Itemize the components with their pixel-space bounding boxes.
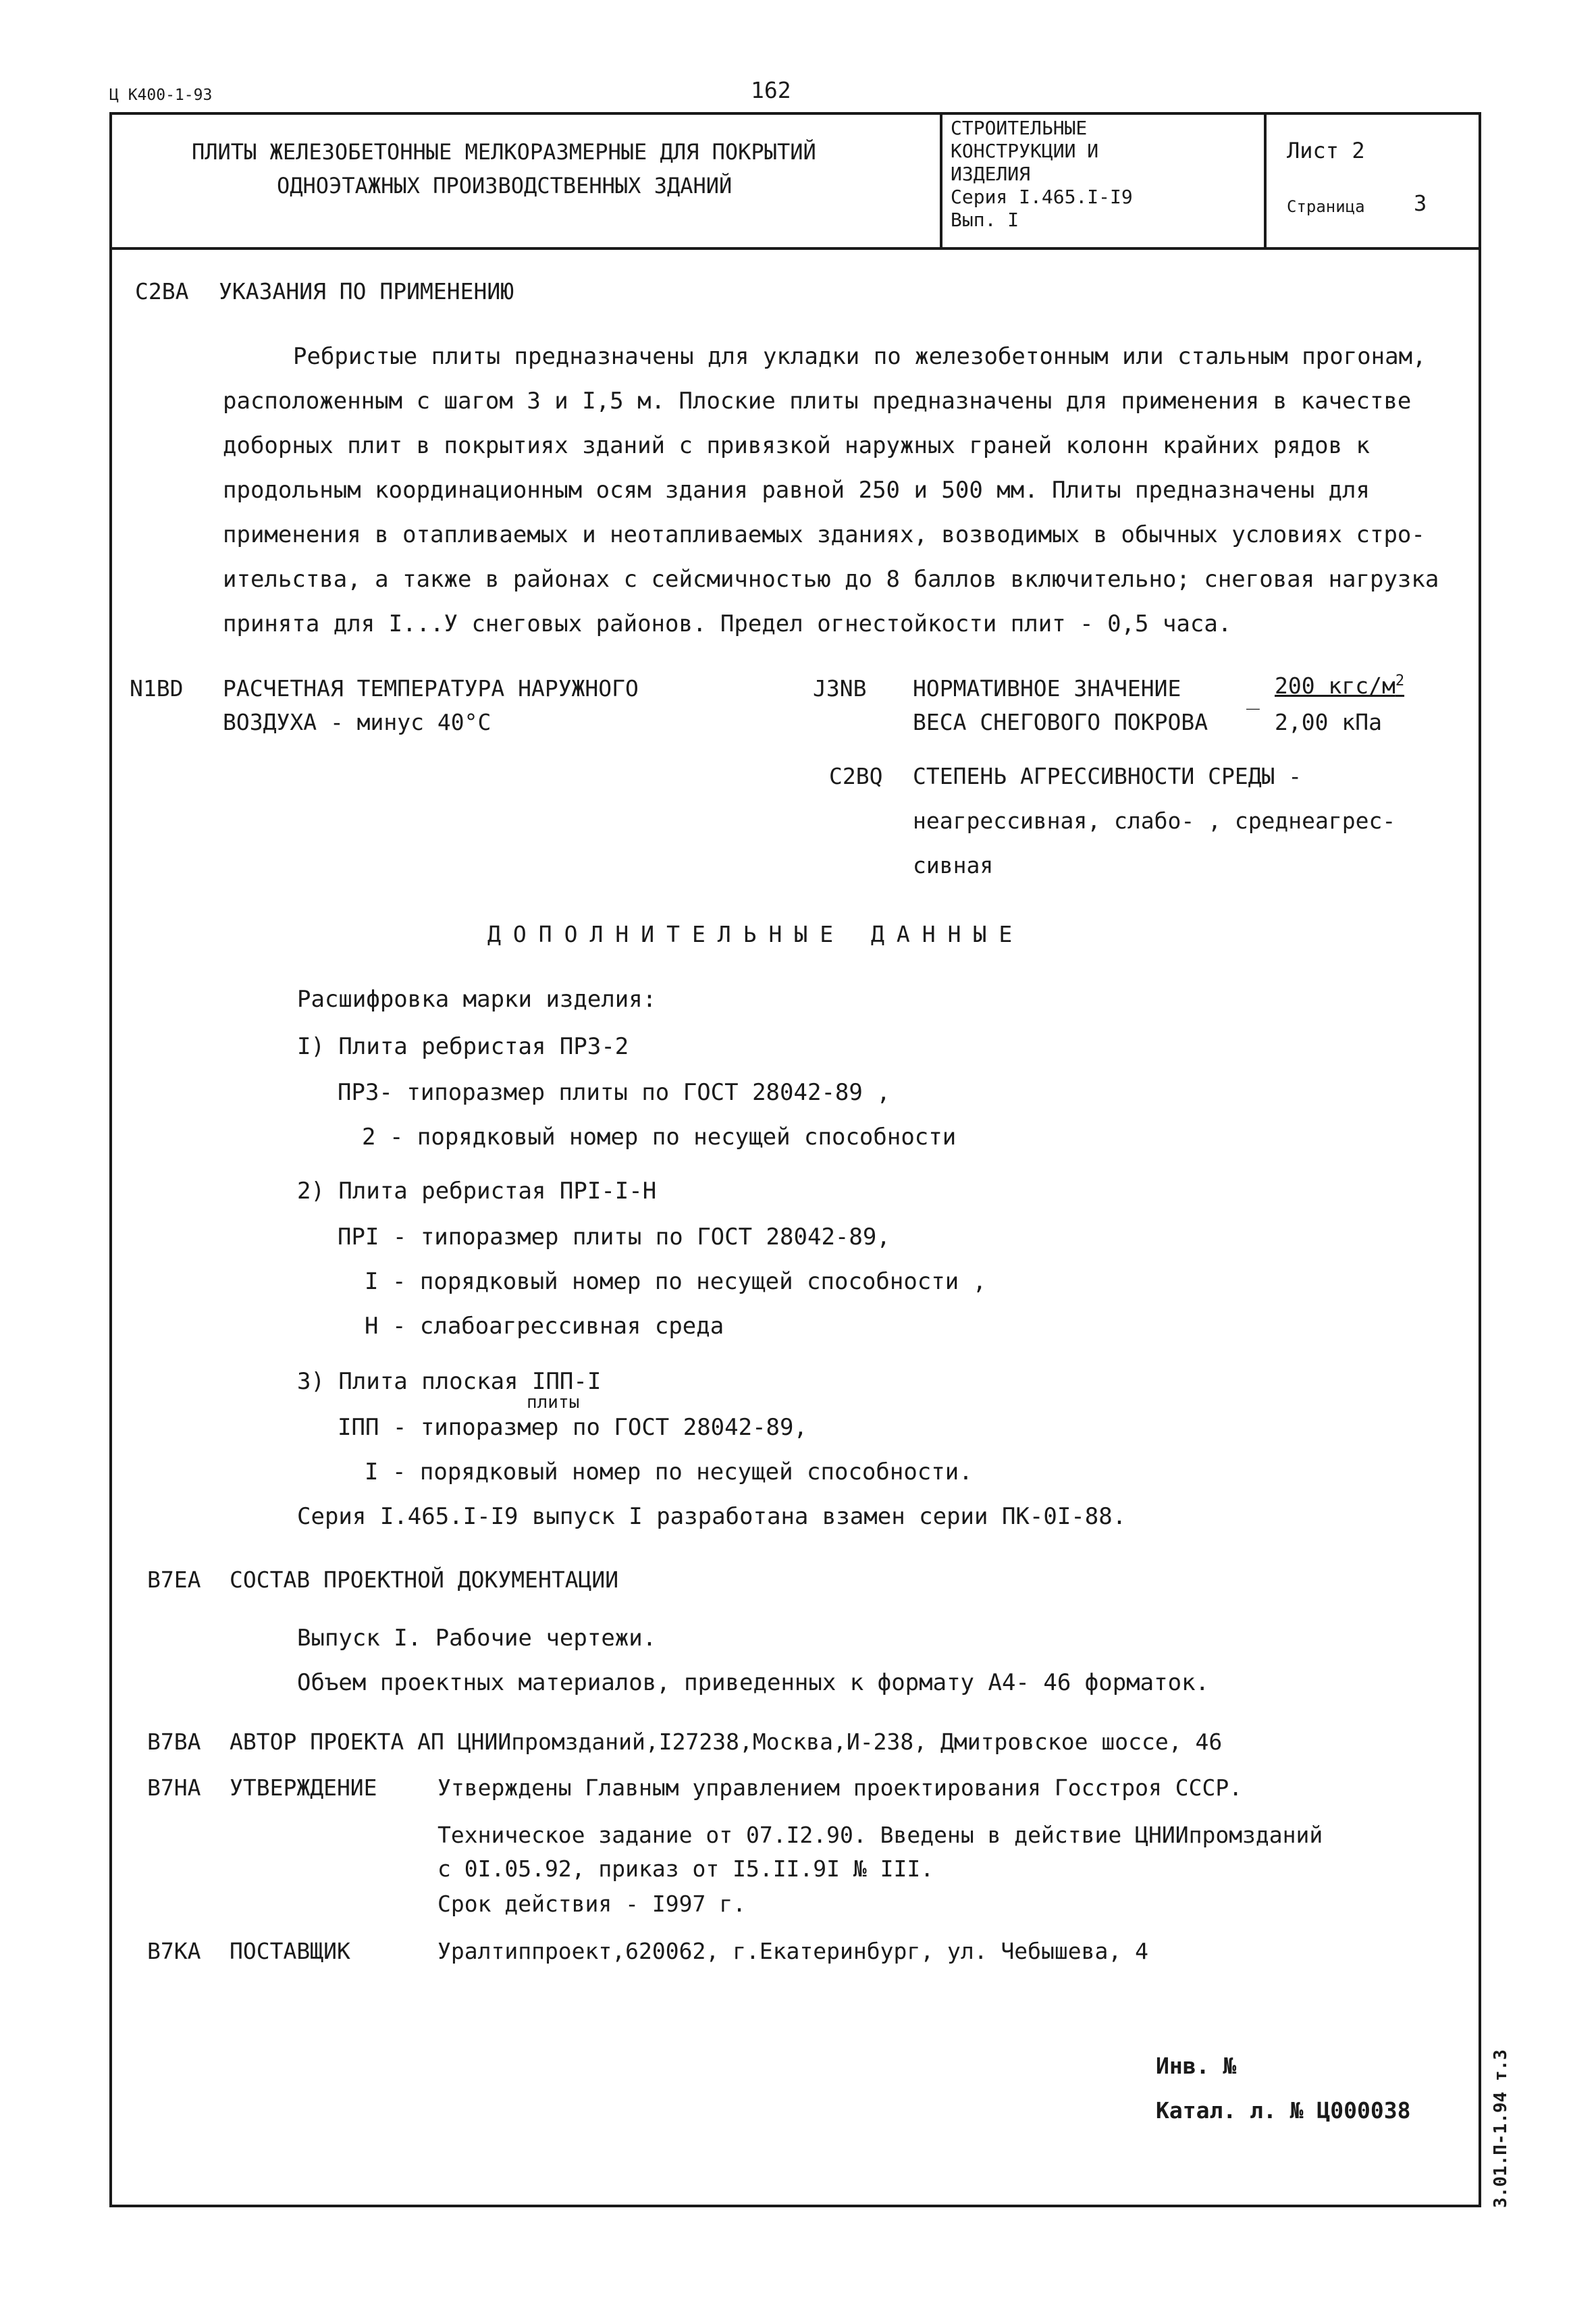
temperature-label: РАСЧЕТНАЯ ТЕМПЕРАТУРА НАРУЖНОГО bbox=[223, 675, 639, 702]
supplier-text: Уралтиппроект,620062, г.Екатеринбург, ул. Чебышева, 4 bbox=[437, 1938, 1148, 1964]
usage-line-1: Ребристые плиты предназначены для укладки по железобетонным или стальным прогонам, bbox=[293, 343, 1427, 370]
docs-heading: СОСТАВ ПРОЕКТНОЙ ДОКУМЕНТАЦИИ bbox=[230, 1567, 619, 1593]
docs-line-1: Выпуск I. Рабочие чертежи. bbox=[297, 1625, 657, 1652]
item-3-title: 3) Плита плоская IПП-I bbox=[297, 1368, 602, 1395]
snow-value-dash: _ bbox=[1246, 683, 1260, 710]
item-2-title: 2) Плита ребристая ПРI-I-Н bbox=[297, 1178, 657, 1205]
aggression-code: С2ВQ bbox=[829, 763, 883, 789]
header-separator-left bbox=[940, 112, 942, 248]
docs-line-2: Объем проектных материалов, приведенных к формату А4- 46 форматок. bbox=[297, 1669, 1210, 1696]
snow-label-1: НОРМАТИВНОЕ ЗНАЧЕНИЕ bbox=[913, 675, 1181, 702]
item-1-detail-a: ПР3- типоразмер плиты по ГОСТ 28042-89 , bbox=[338, 1079, 890, 1106]
docs-code: В7ЕА bbox=[147, 1567, 201, 1593]
author-text: АВТОР ПРОЕКТА АП ЦНИИпромзданий,I27238,Москва,И-238, Дмитровское шоссе, 46 bbox=[230, 1729, 1223, 1755]
usage-heading: УКАЗАНИЯ ПО ПРИМЕНЕНИЮ bbox=[219, 278, 514, 305]
series-number: Серия I.465.I-I9 bbox=[951, 186, 1133, 208]
aggression-label: СТЕПЕНЬ АГРЕССИВНОСТИ СРЕДЫ - bbox=[913, 763, 1302, 789]
header-divider bbox=[109, 247, 1481, 250]
snow-label-2: ВЕСА СНЕГОВОГО ПОКРОВА bbox=[913, 709, 1208, 735]
sheet-label: Лист 2 bbox=[1287, 138, 1365, 163]
snow-value-kpa: 2,00 кПа bbox=[1275, 709, 1382, 735]
catalog-number: Катал. л. № Ц000038 bbox=[1156, 2097, 1411, 2124]
item-1-detail-b: 2 - порядковый номер по несущей способности bbox=[362, 1124, 957, 1151]
author-code: В7ВА bbox=[147, 1729, 201, 1755]
usage-line-3: доборных плит в покрытиях зданий с привязкой наружных граней колонн крайних рядов к bbox=[223, 432, 1370, 459]
supplier-label: ПОСТАВЩИК bbox=[230, 1938, 350, 1964]
item-3-detail-b: I - порядковый номер по несущей способности. bbox=[365, 1458, 973, 1485]
item-2-detail-a: ПРI - типоразмер плиты по ГОСТ 28042-89, bbox=[338, 1224, 890, 1251]
usage-code: С2ВА bbox=[135, 278, 189, 305]
decode-title: Расшифровка марки изделия: bbox=[297, 986, 657, 1013]
item-3-detail-a: IПП - типоразмер по ГОСТ 28042-89, bbox=[338, 1414, 807, 1441]
aggression-value-2: сивная bbox=[913, 852, 994, 878]
temperature-value: ВОЗДУХА - минус 40°С bbox=[223, 709, 491, 735]
item-3-insertion: плиты bbox=[527, 1392, 580, 1413]
approval-line-3: с 0I.05.92, приказ от I5.II.9I № III. bbox=[437, 1856, 934, 1882]
usage-line-4: продольным координационным осям здания равной 250 и 500 мм. Плиты предназначены для bbox=[223, 477, 1370, 504]
page-label: Страница bbox=[1287, 197, 1365, 216]
item-1-title: I) Плита ребристая ПР3-2 bbox=[297, 1033, 629, 1060]
temperature-code: N1BD bbox=[130, 675, 184, 702]
series-label-2: КОНСТРУКЦИИ И bbox=[951, 140, 1099, 162]
approval-line-4: Срок действия - I997 г. bbox=[437, 1891, 746, 1917]
approval-line-2: Техническое задание от 07.I2.90. Введены в действие ЦНИИпромзданий bbox=[437, 1822, 1323, 1848]
usage-line-6: ительства, а также в районах с сейсмичностью до 8 баллов включительно; снеговая нагрузка bbox=[223, 566, 1439, 593]
title-line-1: ПЛИТЫ ЖЕЛЕЗОБЕТОННЫЕ МЕЛКОРАЗМЕРНЫЕ ДЛЯ ПОКРЫТИЙ bbox=[192, 139, 816, 165]
side-code: 3.01.П-1.94 т.3 bbox=[1491, 2049, 1511, 2208]
series-label-1: СТРОИТЕЛЬНЫЕ bbox=[951, 117, 1088, 139]
title-line-2: ОДНОЭТАЖНЫХ ПРОИЗВОДСТВЕННЫХ ЗДАНИЙ bbox=[277, 173, 733, 199]
approval-line-1: Утверждены Главным управлением проектирования Госстроя СССР. bbox=[437, 1774, 1243, 1801]
additional-data-heading: ДОПОЛНИТЕЛЬНЫЕ ДАННЫЕ bbox=[487, 921, 1025, 947]
item-2-detail-b: I - порядковый номер по несущей способности , bbox=[365, 1268, 987, 1295]
snow-code: J3NB bbox=[813, 675, 867, 702]
aggression-value-1: неагрессивная, слабо- , среднеагрес- bbox=[913, 808, 1396, 834]
page-frame bbox=[109, 112, 1481, 2207]
series-label-3: ИЗДЕЛИЯ bbox=[951, 163, 1031, 185]
usage-line-2: расположенным с шагом 3 и I,5 м. Плоские плиты предназначены для применения в качестве bbox=[223, 388, 1412, 415]
supplier-code: В7КА bbox=[147, 1938, 201, 1964]
series-replacement-note: Серия I.465.I-I9 выпуск I разработана взамен серии ПК-0I-88. bbox=[297, 1503, 1127, 1530]
page-number: 162 bbox=[751, 77, 791, 103]
header-separator-right bbox=[1264, 112, 1267, 248]
inventory-number: Инв. № bbox=[1156, 2053, 1237, 2079]
document-code: Ц К400-1-93 bbox=[109, 86, 213, 104]
issue-number: Вып. I bbox=[951, 209, 1019, 231]
approval-code: В7НА bbox=[147, 1774, 201, 1801]
item-2-detail-c: Н - слабоагрессивная среда bbox=[365, 1313, 724, 1340]
usage-line-5: применения в отапливаемых и неотапливаемых зданиях, возводимых в обычных условиях стро- bbox=[223, 521, 1425, 548]
page-value: 3 bbox=[1414, 190, 1427, 216]
usage-line-7: принята для I...У снеговых районов. Предел огнестойкости плит - 0,5 часа. bbox=[223, 610, 1232, 637]
snow-value-kgs: 200 кгс/$м^2$ bbox=[1275, 673, 1405, 699]
approval-label: УТВЕРЖДЕНИЕ bbox=[230, 1774, 377, 1801]
